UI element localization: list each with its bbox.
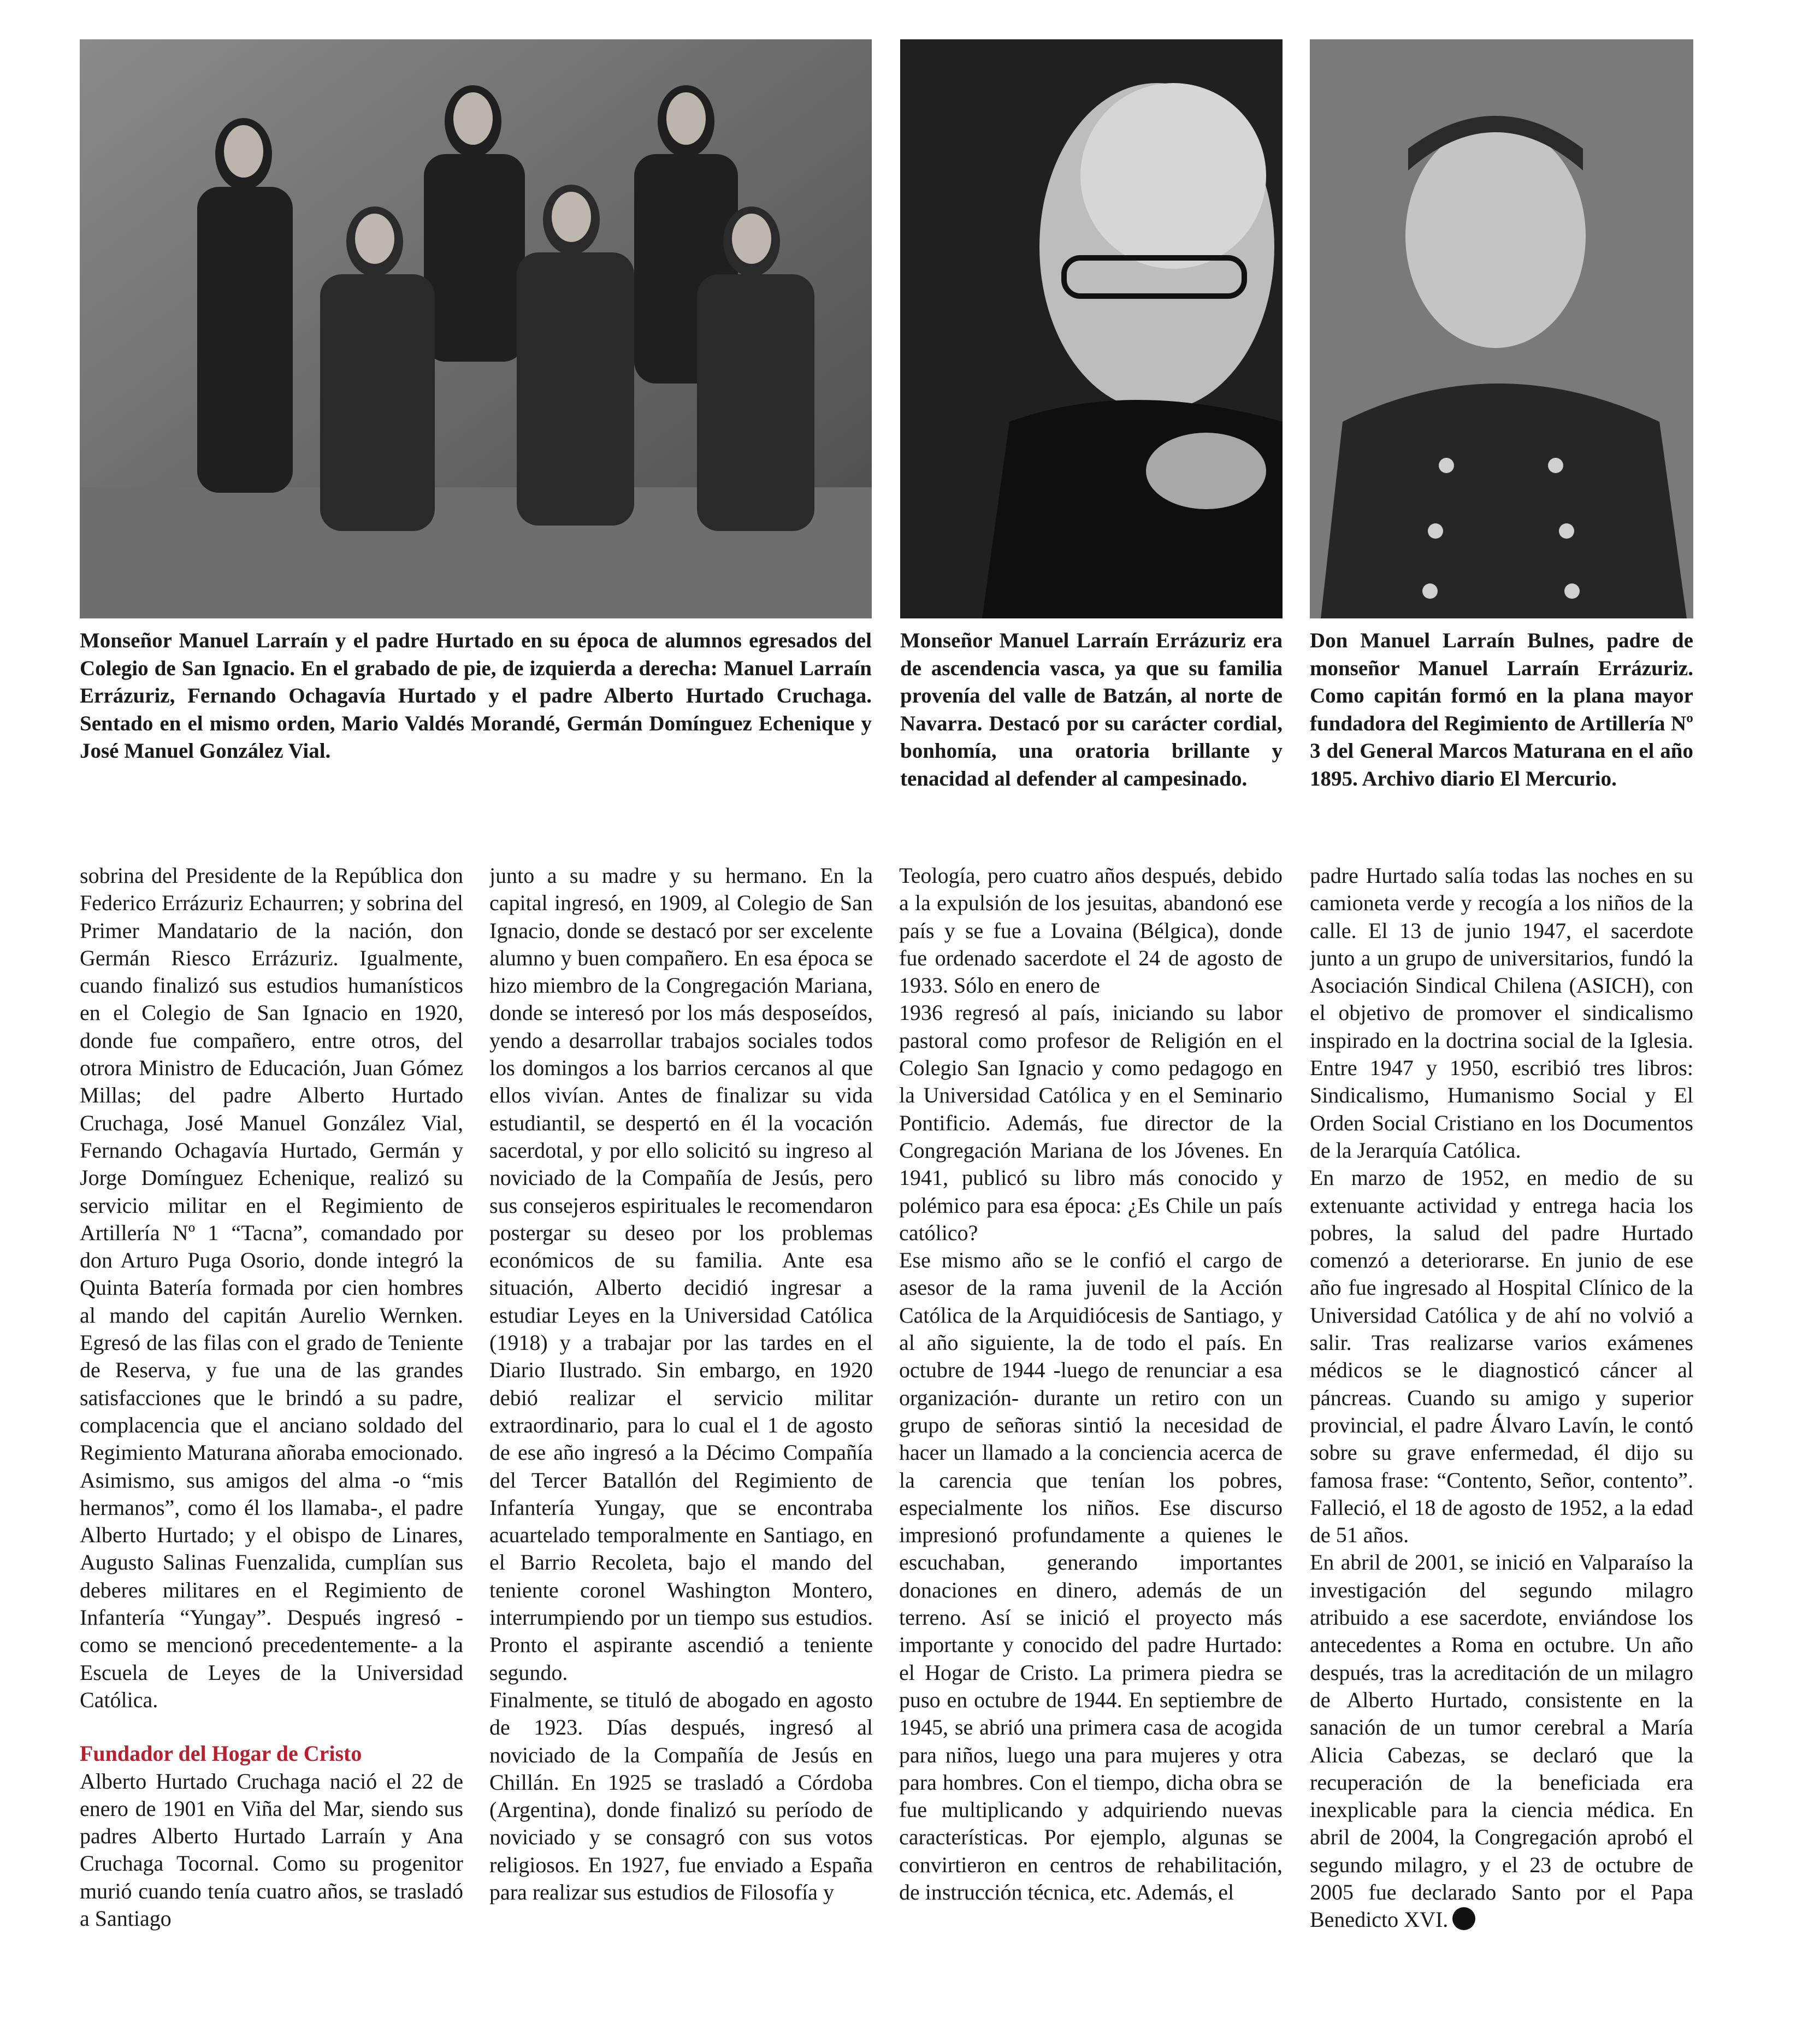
paragraph: junto a su madre y su hermano. En la capital ingresó, en 1909, al Colegio de San Ignacio, donde se destacó por ser excelente alumno y buen compañero. En esa época se hizo miembro de la Congregación Mariana, donde se interesó por los más desposeídos, yendo a desarrollar trabajos sociales todos los domingos a los barrios cercanos al que ellos vivían. Antes de finalizar su vida estudiantil, se despertó en él la vocación sacerdotal, y por ello solicitó su ingreso al noviciado de la Compañía de Jesús, pero sus consejeros espirituales le recomendaron postergar su deseo por los problemas económicos de su familia. Ante esa situación, Alberto decidió ingresar a estudiar Leyes en la Universidad Católica (1918) y a trabajar por las tardes en el Diario Ilustrado. Sin embargo, en 1920 debió realizar el servicio militar extraordinario, para lo cual el 1 de agosto de ese año ingresó a la Décimo Compañía del Tercer Batallón del Regimiento de Infantería Yungay, que se encontraba acuartelado temporalmente en Santiago, en el Barrio Recoleta, bajo el mando del teniente coronel Washington Montero, interrumpiendo por un tiempo sus estudios. Pronto el aspirante ascendió a teniente segundo. xyxy=(489,863,873,1685)
article-column-3 xyxy=(899,862,1283,2009)
paragraph: Alberto Hurtado Cruchaga nació el 22 de enero de 1901 en Viña del Mar, siendo sus padres Alberto Hurtado Larraín y Ana Cruchaga Tocornal. Como su progenitor murió cuando tenía cuatro años, se trasladó a Santiago xyxy=(80,1768,463,1931)
photo-caption: Don Manuel Larraín Bulnes, padre de monseñor Manuel Larraín Errázuriz. Como capitán formó en la plana mayor fundadora del Regimiento de Artillería Nº 3 del General Marcos Maturana en el año 1895. Archivo diario El Mercurio. xyxy=(1310,629,1693,791)
paragraph: Finalmente, se tituló de abogado en agosto de 1923. Días después, ingresó al noviciado de la Compañía de Jesús en Chillán. En 1925 se trasladó a Córdoba (Argentina), donde finalizó su período de noviciado y se consagró con sus votos religiosos. En 1927, fue enviado a España para realizar sus estudios de Filosofía y xyxy=(489,1687,873,1904)
paragraph: padre Hurtado salía todas las noches en su camioneta verde y recogía a los niños de la calle. El 13 de junio 1947, el sacerdote junto a un grupo de universitarios, fundó la Asociación Sindical Chilena (ASICH), con el objetivo de promover el sindicalismo inspirado en la doctrina social de la Iglesia. Entre 1947 y 1950, escribió tres libros: Sindicalismo, Humanismo Social y El Orden Social Cristiano en los Documentos de la Jerarquía Católica. xyxy=(1310,863,1693,1163)
article-column-2 xyxy=(489,862,873,2009)
article-column-4 xyxy=(1310,862,1693,2009)
paragraph xyxy=(1310,1549,1693,1933)
bishop-portrait-photo xyxy=(900,39,1283,618)
paragraph: En marzo de 1952, en medio de su extenuante actividad y entrega hacia los pobres, la salud del padre Hurtado comenzó a deteriorarse. En junio de ese año fue ingresado al Hospital Clínico de la Universidad Católica y de ahí no volvió a salir. Tras realizarse varios exámenes médicos se le diagnosticó cáncer al páncreas. Cuando su amigo y superior provincial, el padre Álvaro Lavín, le contó sobre su grave enfermedad, él dijo su famosa frase: “Contento, Señor, contento”. Falleció, el 18 de agosto de 1952, a la edad de 51 años. xyxy=(1310,1165,1693,1548)
paragraph: Teología, pero cuatro años después, debido a la expulsión de los jesuitas, abandonó ese país y se fue a Lovaina (Bélgica), donde fue ordenado sacerdote el 24 de agosto de 1933. Sólo en enero de xyxy=(899,863,1283,998)
paragraph-text: En abril de 2001, se inició en Valparaíso la investigación del segundo milagro atribuido a ese sacerdote, enviándose los antecedentes a Roma en octubre. Un año después, tras la acreditación de un milagro de Alberto Hurtado, consistente en la sanación de un tumor cerebral a María Alicia Cabezas, se declaró que la recuperación de la beneficiada era inexplicable para la ciencia médica. En abril de 2004, la Congregación aprobó el segundo milagro, y el 23 de octubre de 2005 fue declarado Santo por el Papa Benedicto XVI. xyxy=(1310,1550,1693,1932)
paragraph: Ese mismo año se le confió el cargo de asesor de la rama juvenil de la Acción Católica de la Arquidiócesis de Santiago, y al año siguiente, la de todo el país. En octubre de 1944 -luego de renunciar a esa organización- durante un retiro con un grupo de señoras sintió la necesidad de hacer un llamado a la conciencia acerca de la carencia que tenían los pobres, especialmente los niños. Ese discurso impresionó profundamente a quienes le escuchaban, generando importantes donaciones en dinero, además de un terreno. Así se inició el proyecto más importante y conocido del padre Hurtado: el Hogar de Cristo. La primera piedra se puso en octubre de 1944. En septiembre de 1945, se abrió una primera casa de acogida para niños, luego una para mujeres y otra para hombres. Con el tiempo, dicha obra se fue multiplicando y adquiriendo nuevas características. Por ejemplo, algunas se convirtieron en centros de rehabilitación, de instrucción técnica, etc. Además, el xyxy=(899,1248,1283,1904)
photo-caption: Monseñor Manuel Larraín y el padre Hurtado en su época de alumnos egresados del Colegio de San Ignacio. En el grabado de pie, de izquierda a derecha: Manuel Larraín Errázuriz, Fernando Ochagavía Hurtado y el padre Alberto Hurtado Cruchaga. Sentado en el mismo orden, Mario Valdés Morandé, Germán Domínguez Echenique y José Manuel González Vial. xyxy=(80,629,872,763)
photo-caption: Monseñor Manuel Larraín Errázuriz era de ascendencia vasca, ya que su familia provenía del valle de Batzán, al norte de Navarra. Destacó por su carácter cordial, bonhomía, una oratoria brillante y tenacidad al defender al campesinado. xyxy=(900,629,1283,791)
section-heading: Fundador del Hogar de Cristo xyxy=(80,1741,362,1766)
end-of-article-dot-icon xyxy=(1452,1907,1475,1930)
paragraph: 1936 regresó al país, iniciando su labor pastoral como profesor de Religión en el Colegio San Ignacio y como pedagogo en la Universidad Católica y en el Seminario Pontificio. Además, fue director de la Congregación Mariana de los Jóvenes. En 1941, publicó su libro más conocido y polémico para esa época: ¿Es Chile un país católico? xyxy=(899,1000,1283,1245)
paragraph: sobrina del Presidente de la República don Federico Errázuriz Echaurren; y sobrina del Primer Mandatario de la nación, don Germán Riesco Errázuriz. Igualmente, cuando finalizó sus estudios humanísticos en el Colegio de San Ignacio en 1920, donde fue compañero, entre otros, del otrora Ministro de Educación, Juan Gómez Millas; del padre Alberto Hurtado Cruchaga, José Manuel González Vial, Fernando Ochagavía Hurtado, Germán y Jorge Domínguez Echenique, realizó su servicio militar en el Regimiento de Artillería Nº 1 “Tacna”, comandado por don Arturo Puga Osorio, donde integró la Quinta Batería formada por cien hombres al mando del capitán Aurelio Wernken. Egresó de las filas con el grado de Teniente de Reserva, y fue una de las grandes satisfacciones que le brindó a su padre, complacencia que el anciano soldado del Regimiento Maturana añoraba emocionado. Asimismo, sus amigos del alma -o “mis hermanos”, como él los llamaba-, el padre Alberto Hurtado; y el obispo de Linares, Augusto Salinas Fuenzalida, cumplían sus deberes militares en el Regimiento de Infantería “Yungay”. Después ingresó -como se mencionó precedentemente- a la Escuela de Leyes de la Universidad Católica. xyxy=(80,863,463,1712)
group-portrait-photo xyxy=(80,39,872,618)
article-column-1 xyxy=(80,862,463,2009)
captain-portrait-photo xyxy=(1310,39,1693,618)
